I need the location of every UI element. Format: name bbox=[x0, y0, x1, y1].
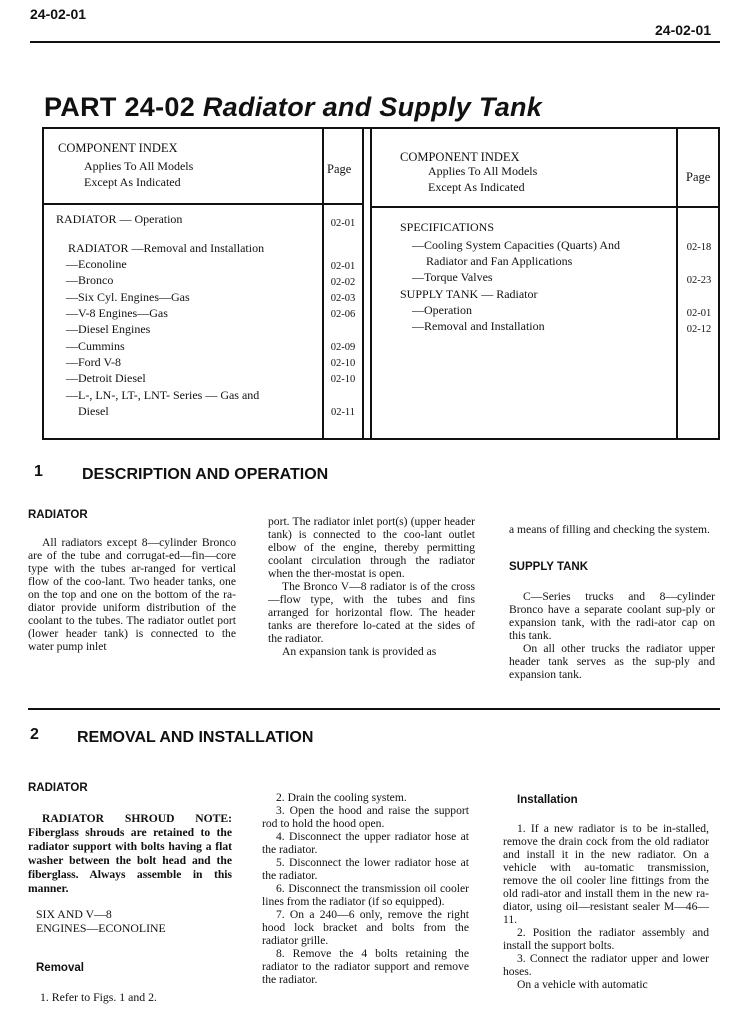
engines-heading: SIX AND V—8 bbox=[36, 907, 112, 921]
index-entry: —Bronco bbox=[66, 273, 114, 287]
index-entry: —L-, LN-, LT-, LNT- Series — Gas and bbox=[66, 388, 260, 402]
install-step: 2. Position the radiator assembly and install the support bolts. bbox=[503, 926, 709, 952]
index-page: 02-01 bbox=[686, 308, 712, 319]
index-entry: —V-8 Engines—Gas bbox=[66, 306, 168, 320]
index-page: 02-01 bbox=[330, 218, 356, 229]
index-entry: —Ford V-8 bbox=[66, 355, 122, 369]
section-divider bbox=[28, 708, 720, 710]
removal-step: 6. Disconnect the transmission oil cooler lines from the radiator (if so equipped). bbox=[262, 882, 469, 908]
index-entry: RADIATOR —Removal and Installation bbox=[68, 241, 265, 255]
index-right-subheading: Applies To All Models bbox=[428, 164, 538, 178]
section-1-title: DESCRIPTION AND OPERATION bbox=[82, 466, 329, 483]
index-entry: RADIATOR — Operation bbox=[56, 212, 183, 226]
part-number: PART 24-02 bbox=[44, 92, 196, 122]
section-1-col-3b bbox=[509, 590, 715, 681]
installation-steps bbox=[503, 822, 709, 991]
index-left-subheading: Except As Indicated bbox=[84, 175, 181, 189]
index-entry: —Six Cyl. Engines—Gas bbox=[66, 290, 190, 304]
section-1-col-3 bbox=[509, 523, 715, 536]
index-page: 02-11 bbox=[330, 407, 356, 418]
index-page: 02-10 bbox=[330, 358, 356, 369]
index-left-subheading: Applies To All Models bbox=[84, 159, 194, 173]
index-page: 02-18 bbox=[686, 242, 712, 253]
index-left-heading: COMPONENT INDEX bbox=[58, 141, 178, 155]
section-1-col-1 bbox=[28, 536, 236, 653]
index-page: 02-02 bbox=[330, 277, 356, 288]
paragraph: a means of filling and checking the system. bbox=[509, 523, 710, 536]
section-1-number: 1 bbox=[34, 463, 43, 480]
divider-center-1 bbox=[362, 128, 364, 439]
header-rule bbox=[30, 41, 720, 43]
index-right-page-heading: Page bbox=[686, 170, 711, 184]
section-1-col-2 bbox=[268, 515, 475, 658]
index-page: 02-09 bbox=[330, 342, 356, 353]
removal-step: 5. Disconnect the lower radiator hose at the radiator. bbox=[262, 856, 469, 882]
install-step: 3. Connect the radiator upper and lower hoses. bbox=[503, 952, 709, 978]
install-step: 1. If a new radiator is to be in-stalled, remove the drain cock from the old radiator and install it in the new radiator. On a vehicle with au-tomatic transmission, remove the oil cooler line fittings from the old radi-ator and install them in the new ra-diator, using oil—resistant sealer M—46—11. bbox=[503, 822, 709, 926]
index-entry: —Removal and Installation bbox=[412, 319, 545, 333]
index-page: 02-12 bbox=[686, 324, 712, 335]
index-entry: —Detroit Diesel bbox=[66, 371, 146, 385]
section-1-radiator-heading: RADIATOR bbox=[28, 509, 88, 521]
removal-step: 4. Disconnect the upper radiator hose at the radiator. bbox=[262, 830, 469, 856]
removal-step: 8. Remove the 4 bolts retaining the radiator to the radiator support and remove the radiator. bbox=[262, 947, 469, 986]
index-page: 02-03 bbox=[330, 293, 356, 304]
shroud-note bbox=[28, 812, 232, 896]
index-entry: —Econoline bbox=[66, 257, 127, 271]
removal-step: 1. Refer to Figs. 1 and 2. bbox=[40, 990, 157, 1004]
installation-heading: Installation bbox=[517, 794, 578, 806]
index-entry: —Cummins bbox=[66, 339, 125, 353]
paragraph: RADIATOR SHROUD NOTE: Fiberglass shrouds are retained to the radiator support with bolts having a flat washer between the bolt head and the fiberglass. Always assemble in this manner. bbox=[28, 812, 232, 895]
index-entry: SPECIFICATIONS bbox=[400, 220, 495, 234]
paragraph: C—Series trucks and 8—cylinder Bronco have a separate coolant sup-ply or expansion tank, with the radi-ator cap on this tank. bbox=[509, 590, 715, 642]
divider-center-2 bbox=[370, 128, 372, 439]
index-entry: —Operation bbox=[412, 303, 472, 317]
page-title bbox=[44, 92, 542, 123]
index-left-page-heading: Page bbox=[327, 162, 352, 176]
index-entry: SUPPLY TANK — Radiator bbox=[400, 287, 538, 301]
paragraph: An expansion tank is provided as bbox=[282, 645, 437, 658]
supply-tank-heading: SUPPLY TANK bbox=[509, 561, 589, 573]
index-page: 02-23 bbox=[686, 275, 712, 286]
paragraph: All radiators except 8—cylinder Bronco are of the tube and corrugat-ed—fin—core type with the tubes ar-ranged for vertical flow of the coo-lant. Two header tanks, one on the top and one on the bottom of the ra-diator provide uniform distribution of the coolant to the tubes. The radiator outlet port (lower header tank) is connected to the water pump inlet bbox=[28, 536, 236, 653]
section-2-radiator-heading: RADIATOR bbox=[28, 782, 88, 794]
index-entry: Diesel bbox=[78, 404, 109, 418]
index-entry: —Torque Valves bbox=[412, 270, 493, 284]
page-number-left: 24-02-01 bbox=[30, 6, 87, 22]
index-page: 02-01 bbox=[330, 261, 356, 272]
engines-heading: ENGINES—ECONOLINE bbox=[36, 921, 166, 935]
index-page: 02-10 bbox=[330, 374, 356, 385]
index-right-subheading: Except As Indicated bbox=[428, 180, 525, 194]
removal-steps bbox=[262, 791, 469, 986]
paragraph: port. The radiator inlet port(s) (upper header tank) is connected to the coo-lant outlet elbow of the engine, thereby permitting coolant circulation through the radiator when the ther-mostat is open. bbox=[268, 515, 475, 580]
index-page: 02-06 bbox=[330, 309, 356, 320]
section-2-number: 2 bbox=[30, 726, 39, 743]
page-number-right: 24-02-01 bbox=[655, 22, 712, 38]
removal-heading: Removal bbox=[36, 962, 84, 974]
removal-step: 2. Drain the cooling system. bbox=[276, 791, 407, 804]
part-name: Radiator and Supply Tank bbox=[202, 92, 543, 122]
removal-step: 7. On a 240—6 only, remove the right hood lock bracket and bolts from the radiator grille. bbox=[262, 908, 469, 947]
index-right-heading: COMPONENT INDEX bbox=[400, 150, 520, 164]
install-step: On a vehicle with automatic bbox=[517, 978, 648, 991]
index-entry: —Diesel Engines bbox=[66, 322, 151, 336]
index-entry: —Cooling System Capacities (Quarts) And bbox=[412, 238, 620, 252]
removal-step: 3. Open the hood and raise the support rod to hold the hood open. bbox=[262, 804, 469, 830]
paragraph: On all other trucks the radiator upper header tank serves as the sup-ply and expansion tank. bbox=[509, 642, 715, 681]
index-left-header-rule bbox=[43, 203, 362, 205]
paragraph: The Bronco V—8 radiator is of the cross—flow type, with the tubes and fins arranged for horizontal flow. The header tanks are therefore lo-cated at the sides of the radiator. bbox=[268, 580, 475, 645]
index-entry: Radiator and Fan Applications bbox=[426, 254, 573, 268]
section-2-title: REMOVAL AND INSTALLATION bbox=[77, 729, 314, 746]
index-right-header-rule bbox=[371, 206, 719, 208]
